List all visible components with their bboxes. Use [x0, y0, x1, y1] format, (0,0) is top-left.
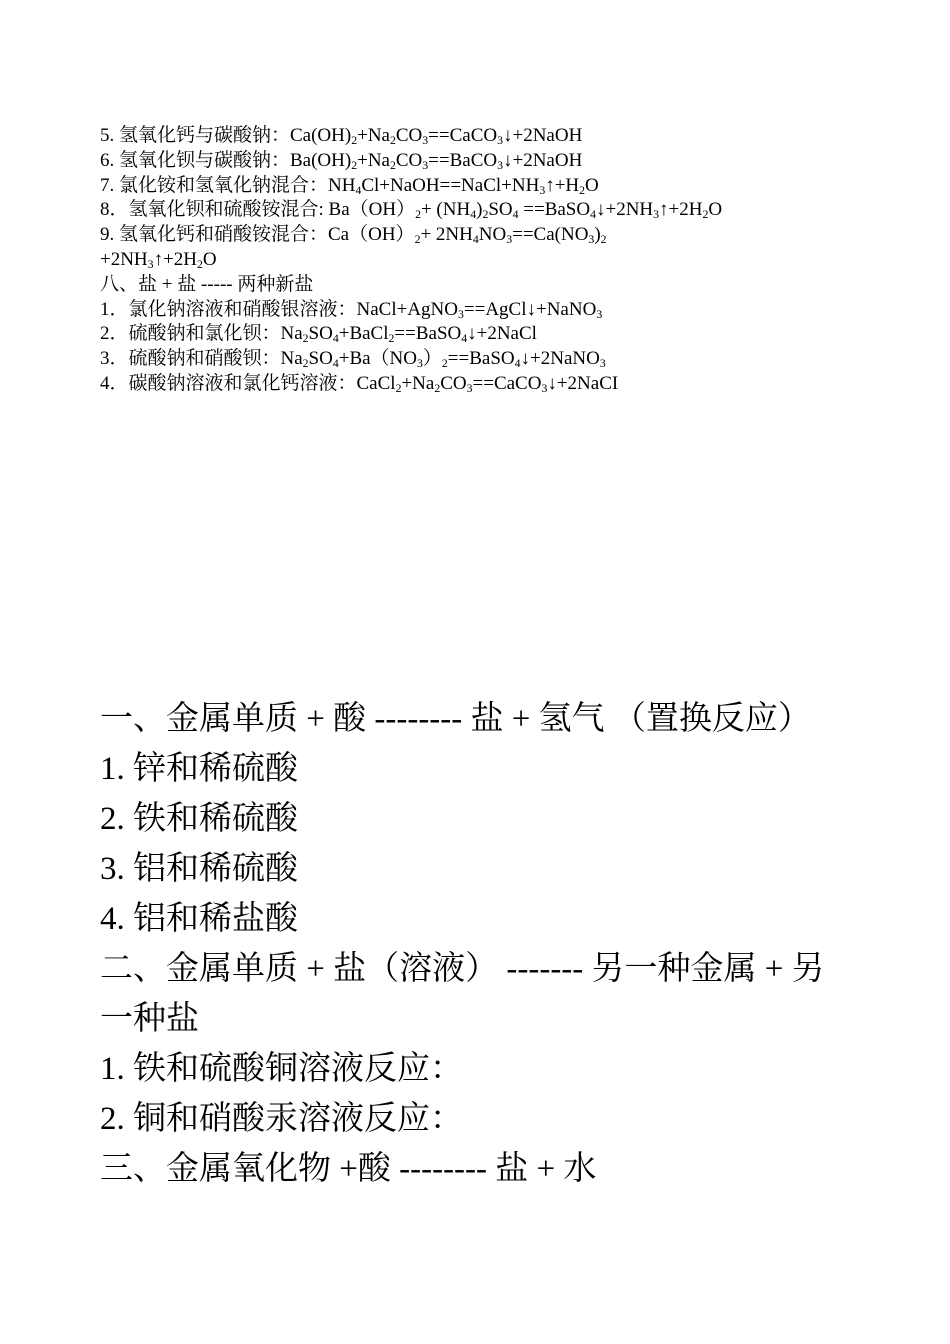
subscript: 2: [482, 208, 489, 222]
equation-text: ): [476, 199, 483, 221]
subscript: 3: [417, 357, 423, 371]
subscript: 3: [599, 357, 606, 371]
equation-line: [100, 273, 890, 298]
subscript: 3: [653, 208, 660, 222]
subscript: 4: [470, 208, 477, 222]
equation-text: ↑+2H: [153, 248, 197, 270]
equation-text: O: [585, 174, 599, 196]
subscript: 2: [197, 257, 203, 271]
subscript: 3: [588, 233, 595, 247]
subscript: 2: [414, 233, 421, 247]
subscript: 3: [147, 257, 154, 271]
equation-text: + (NH: [420, 199, 471, 221]
equation-line: [100, 174, 890, 199]
equation-text: ↑+2H: [659, 199, 703, 221]
subscript: 3: [466, 381, 473, 395]
subscript: 2: [600, 233, 607, 247]
subscript: 2: [302, 332, 309, 346]
heading-line: 1. 铁和硫酸铜溶液反应：: [100, 1051, 463, 1087]
subscript: 2: [395, 381, 402, 395]
equation-text: ↓+2NaOH: [503, 149, 583, 171]
subscript: 2: [389, 133, 396, 147]
equation-text: ==BaSO: [518, 199, 591, 221]
equation-text: ): [594, 224, 601, 246]
subscript: 4: [514, 357, 521, 371]
equation-text: 6. 氢氧化钡与碳酸钠：Ba(OH): [100, 149, 352, 171]
heading-line: 三、金属氧化物 +酸 -------- 盐 + 水: [100, 1151, 597, 1187]
equation-text: CO: [395, 125, 423, 146]
subscript: 4: [472, 233, 479, 247]
heading-line: 4. 铝和稀盐酸: [100, 901, 298, 937]
subscript: 3: [506, 233, 513, 247]
equation-text: ↓+2NH: [595, 199, 654, 221]
equation-line: [100, 298, 890, 323]
subscript: 2: [389, 158, 396, 172]
equation-line: [100, 149, 890, 174]
heading-line: 2. 铁和稀硫酸: [100, 801, 298, 837]
heading-line: 1. 锌和稀硫酸: [100, 751, 298, 787]
subscript: 4: [512, 208, 519, 222]
equation-text: ↓+2NaCI: [547, 372, 619, 394]
equation-line: [100, 198, 890, 223]
equation-text: 5. 氢氧化钙与碳酸钠：Ca(OH): [100, 125, 352, 146]
subscript: 2: [351, 158, 358, 172]
reaction-heading-section: [100, 694, 890, 1194]
equation-text: 4．碳酸钠溶液和氯化钙溶液：CaCl: [100, 372, 396, 394]
equation-text: O: [202, 248, 217, 270]
subscript: 4: [332, 332, 339, 346]
subscript: 4: [332, 357, 339, 371]
equation-line: [100, 124, 890, 149]
subscript: 2: [579, 183, 586, 197]
subscript: 3: [497, 158, 503, 172]
equation-line: [100, 223, 890, 248]
equation-line: [100, 347, 890, 372]
equation-text: + 2NH: [420, 224, 473, 246]
equation-text: O: [708, 199, 723, 221]
equation-text: +Na: [401, 372, 435, 394]
heading-line: 二、金属单质 + 盐（溶液） ------- 另一种金属 + 另: [100, 951, 825, 987]
subscript: 4: [355, 183, 362, 197]
subscript: 2: [441, 357, 448, 371]
equation-line: [100, 248, 890, 273]
equation-text: ==AgCl↓+NaNO: [463, 298, 597, 320]
subscript: 3: [596, 307, 603, 321]
equation-text: +BaCl: [338, 323, 389, 345]
equation-text: CO: [395, 149, 423, 171]
subscript: 4: [590, 208, 596, 222]
equation-text: ↑+H: [545, 174, 580, 196]
heading-line: 3. 铝和稀硫酸: [100, 851, 298, 887]
equation-text: SO: [308, 348, 333, 370]
subscript: 3: [422, 158, 429, 172]
subscript: 3: [497, 133, 503, 147]
equation-text: ==Ca(NO: [512, 224, 589, 246]
equation-text: +Na: [357, 149, 390, 171]
heading-line: 2. 铜和硝酸汞溶液反应：: [100, 1101, 463, 1137]
subscript: 3: [539, 183, 546, 197]
subscript: 4: [461, 332, 468, 346]
equation-text: ↓+2NaOH: [503, 125, 583, 146]
equation-text: ==BaCO: [428, 149, 498, 171]
equation-text: 7. 氯化铵和氢氧化钠混合：NH: [100, 174, 356, 196]
equation-text: 1．氯化钠溶液和硝酸银溶液：NaCl+AgNO: [100, 298, 458, 320]
subscript: 2: [388, 332, 395, 346]
equation-text: Cl+NaOH==NaCl+NH: [361, 174, 540, 196]
equation-text: ==BaSO: [394, 323, 462, 345]
equation-text: 9. 氢氧化钙和硝酸铵混合：Ca（OH）: [100, 224, 415, 246]
subscript: 3: [541, 381, 548, 395]
equation-text: +2NH: [100, 248, 148, 270]
equation-text: +Na: [357, 125, 390, 146]
subscript: 2: [702, 208, 709, 222]
equation-line: [100, 322, 890, 347]
heading-line: 一种盐: [100, 1001, 199, 1037]
equation-line: [100, 372, 890, 397]
equation-text: ↓+2NaCl: [467, 323, 537, 345]
equation-text: ）: [422, 348, 442, 370]
subscript: 2: [302, 357, 309, 371]
equation-text: ==CaCO: [428, 125, 498, 146]
equation-text: SO: [308, 323, 333, 345]
equation-text: 3．硫酸钠和硝酸钡：Na: [100, 348, 303, 370]
subscript: 2: [415, 208, 421, 222]
equation-text: 8．氢氧化钡和硫酸铵混合: Ba（OH）: [100, 199, 416, 221]
equation-text: NO: [478, 224, 507, 246]
equation-text: ↓+2NaNO: [520, 348, 600, 370]
heading-line: 一、金属单质 + 酸 -------- 盐 + 氢气 （置换反应）: [100, 701, 811, 737]
subscript: 3: [422, 133, 429, 147]
equation-text: SO: [488, 199, 513, 221]
equation-text: ==BaSO: [447, 348, 515, 370]
equation-text: CO: [440, 372, 467, 394]
subscript: 3: [458, 307, 464, 321]
equation-text: +Ba（NO: [338, 348, 417, 370]
subscript: 2: [351, 133, 358, 147]
equation-text: 八、盐 + 盐 ----- 两种新盐: [100, 273, 314, 295]
subscript: 2: [434, 381, 441, 395]
equation-text: ==CaCO: [472, 372, 542, 394]
equation-text: 2．硫酸钠和氯化钡：Na: [100, 323, 303, 345]
reaction-list-section: [100, 124, 890, 397]
